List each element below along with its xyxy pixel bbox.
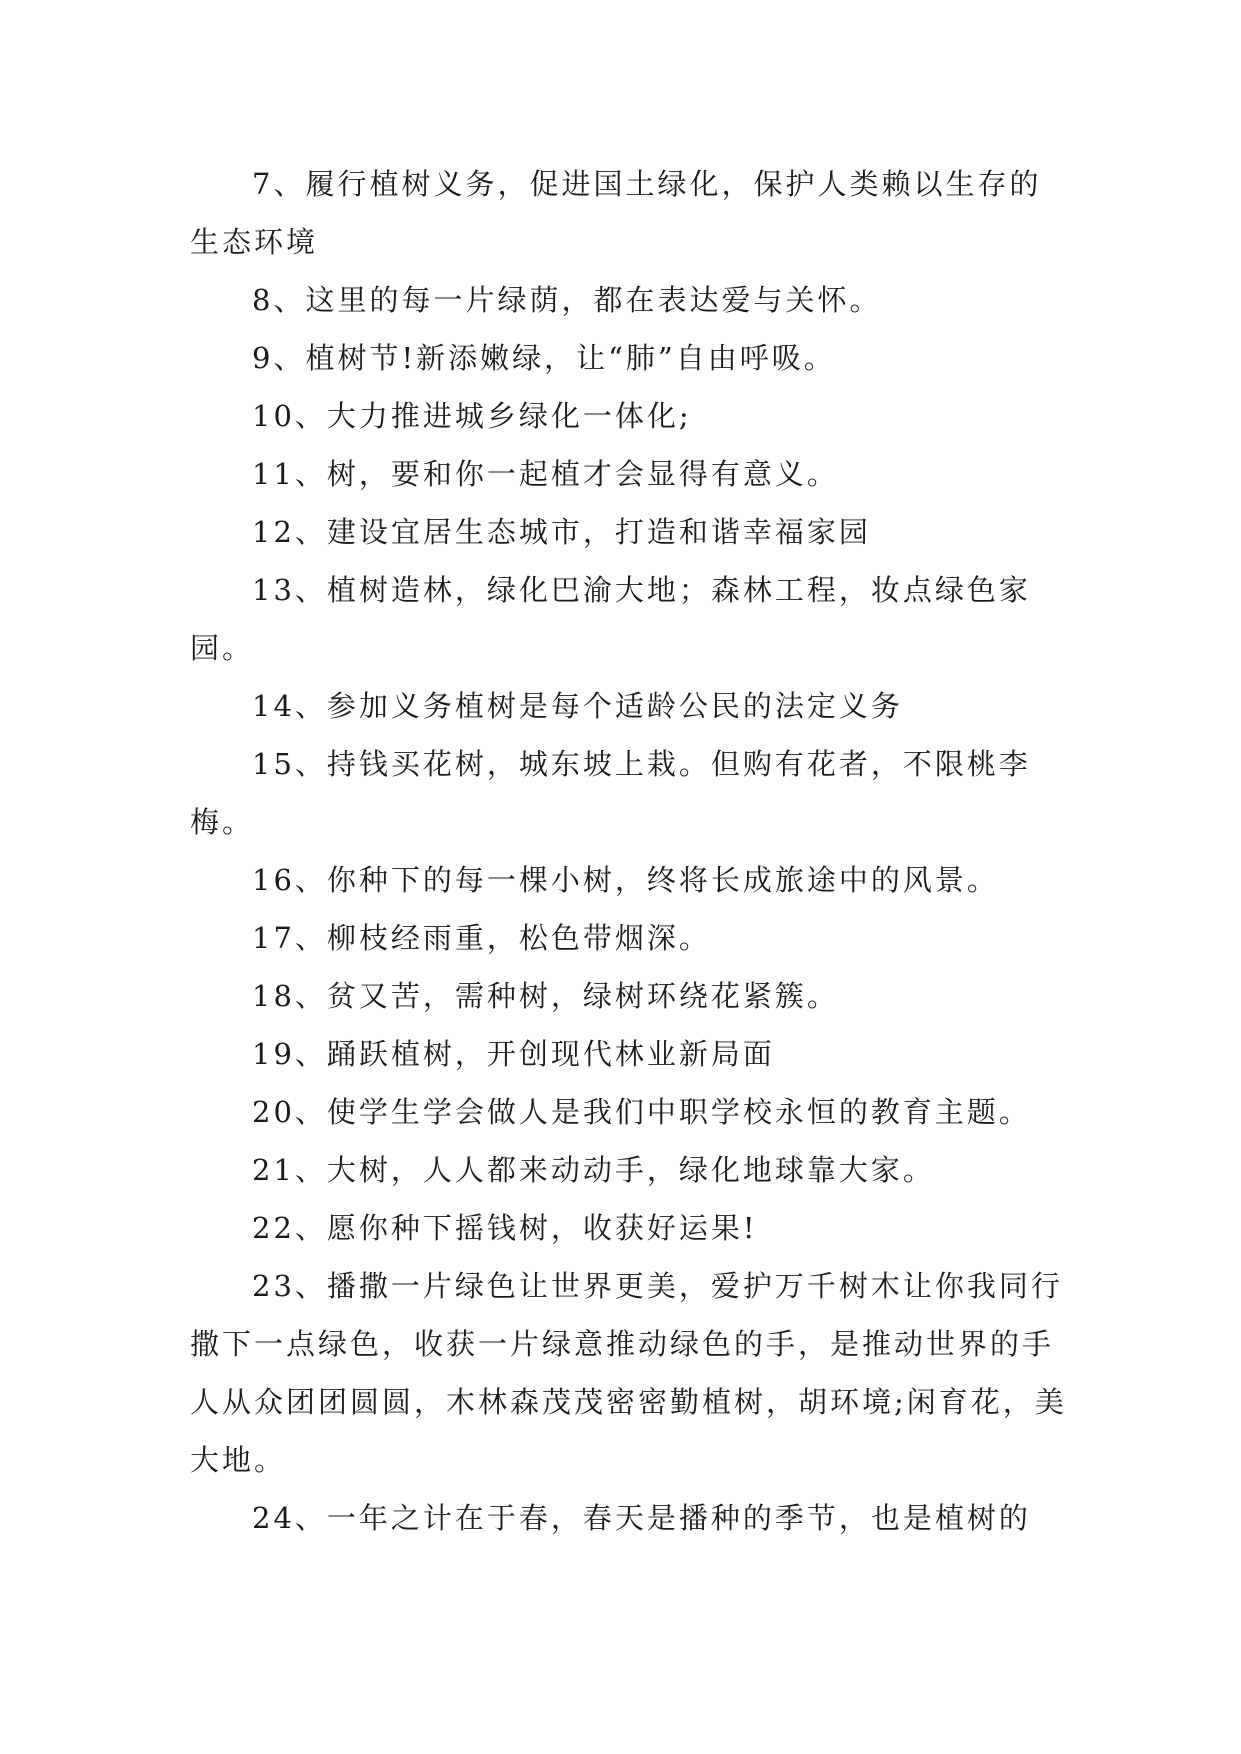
paragraph-19: 19、踊跃植树，开创现代林业新局面 — [252, 1037, 775, 1071]
paragraph-15: 15、持钱买花树，城东坡上栽。但购有花者，不限桃李梅。 — [190, 747, 1031, 839]
paragraph-13: 13、植树造林，绿化巴渝大地；森林工程，妆点绿色家园。 — [190, 573, 1031, 665]
paragraph-17: 17、柳枝经雨重，松色带烟深。 — [252, 921, 711, 955]
paragraph-16: 16、你种下的每一棵小树，终将长成旅途中的风景。 — [252, 863, 999, 897]
paragraph-14: 14、参加义务植树是每个适龄公民的法定义务 — [252, 689, 903, 723]
paragraph-9: 9、植树节!新添嫩绿，让“肺”自由呼吸。 — [252, 341, 836, 375]
document-body — [190, 155, 1070, 1547]
paragraph-11: 11、树，要和你一起植才会显得有意义。 — [252, 457, 839, 491]
paragraph-24: 24、一年之计在于春，春天是播种的季节，也是植树的 — [252, 1501, 1031, 1535]
paragraph-8: 8、这里的每一片绿荫，都在表达爱与关怀。 — [252, 283, 882, 317]
paragraph-12: 12、建设宜居生态城市，打造和谐幸福家园 — [252, 515, 871, 549]
paragraph-10: 10、大力推进城乡绿化一体化; — [252, 399, 692, 433]
paragraph-21: 21、大树，人人都来动动手，绿化地球靠大家。 — [252, 1153, 935, 1187]
paragraph-23: 23、播撒一片绿色让世界更美，爱护万千树木让你我同行撒下一点绿色，收获一片绿意推动绿色的手，是推动世界的手人从众团团圆圆，木林森茂茂密密勤植树，胡环境;闲育花，美大地。 — [190, 1269, 1067, 1477]
paragraph-18: 18、贫又苦，需种树，绿树环绕花紧簇。 — [252, 979, 839, 1013]
paragraph-22: 22、愿你种下摇钱树，收获好运果! — [252, 1211, 758, 1245]
paragraph-20: 20、使学生学会做人是我们中职学校永恒的教育主题。 — [252, 1095, 1031, 1129]
paragraph-7: 7、履行植树义务，促进国土绿化，保护人类赖以生存的生态环境 — [190, 167, 1042, 259]
